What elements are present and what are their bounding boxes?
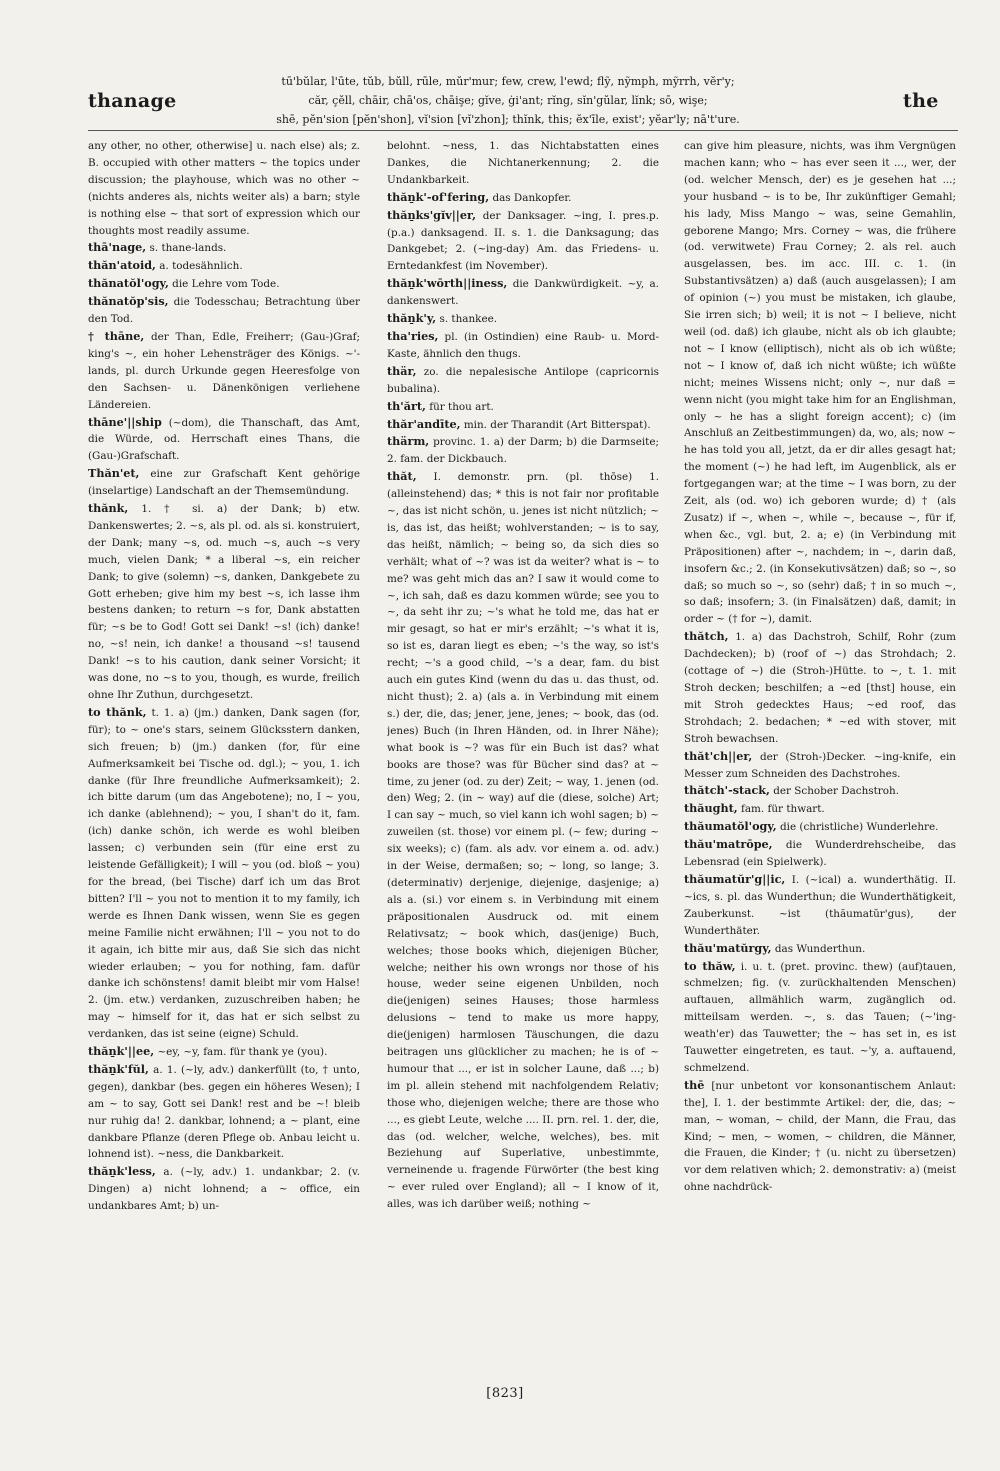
- dictionary-entry: [88, 465, 360, 500]
- dictionary-entry: [387, 433, 659, 468]
- headword: thăught,: [684, 801, 738, 816]
- dictionary-entry: [88, 414, 360, 466]
- text-column-3: [684, 138, 956, 1378]
- dictionary-entry: [387, 275, 659, 310]
- entry-text: für thou art.: [425, 400, 494, 413]
- text-column-2: [387, 138, 659, 1378]
- dictionary-entry: [387, 189, 659, 207]
- headword: thăumatŭr'g||ic,: [684, 871, 786, 886]
- headword: to thăw,: [684, 958, 736, 973]
- entry-continuation: [684, 138, 956, 628]
- headword: thăumatŏl'ogy,: [684, 819, 777, 834]
- dictionary-entry: [88, 500, 360, 704]
- entry-text: die Lehre vom Tode.: [168, 278, 280, 291]
- headword: thär,: [387, 363, 417, 378]
- entry-text: I. demonstr. prn. (pl. thōse) 1. (alleinstehend) das; * this is not fair nor profitable ~, das ist nicht schön, u. jenes ist nicht nützlich; ~ is, das ist, das heißt; wohlverstanden; ~ is to say, das heißt, nämlich; ~ being so, da sich dies so verhält; what of ~? was ist da weiter? what is ~ to me? was geht mich das an? I saw it would come to ~, ich sah, daß es dazu kommen würde; see you to ~, da seht ihr zu; ~'s what he told me, das hat er mir gesagt, so hat er mir's erzählt; ~'s what it is, so ist es, daran liegt es eben; ~'s the way, so ist's recht; ~'s a good child, ~'s a dear, fam. du bist auch ein gutes Kind (wenn du das u. das thust, od. nicht thust); 2. a) (als a. in Verbindung mit einem s.) der, die, das; jener, jene, jenes; ~ book, das (od. jenes) Buch (in Ihren Händen, od. in Ihrer Nähe); what book is ~? was für ein Buch ist das? what books are those? was für Bücher sind das? at ~ time, zu jener (od. zu der) Zeit; ~ way, 1. jenen (od. den) Weg; 2. (in ~ way) auf die (diese, solche) Art; I can say ~ much, so viel kann ich wohl sagen; b) ~ zuweilen (st. those) vor einem pl. (~ few; during ~ six weeks); c) (fam. als adv. vor einem a. od. adv.) in der Weise, dermaßen; so; ~ long, so lange; 3. (determinativ) derjenige, diejenige, dasjenige; a) als a. (si.) vor einem s. in Verbindung mit einem präpositionalen Ausdruck od. mit einem Relativsatz; ~ book which, das(jenige) Buch, welches; those books which, diejenigen Bücher, welche; neither his own wrongs nor those of his house, weder seine eigenen Unbilden, noch die(jenigen) seines Hauses; those harmless delusions ~ tend to make us more happy, die(jenigen) harmlosen Täuschungen, die dazu beitragen uns glücklicher zu machen; he is of ~ humour that ..., er ist in solcher Laune, daß ...; b) im pl. allein stehend mit nachfolgendem Relativ; those who, diejenigen welche; there are those who ..., es giebt Leute, welche .... II. prn. rel. 1. der, die, das (od. welcher, welche, welches), bes. mit Beziehung auf Superlative, unbestimmte, verneinende u. fragende Fürwörter (the best king ~ ever ruled over England); all ~ I know of it, alles, was ich darüber weiß; nothing ~: [387, 471, 659, 1211]
- entry-text: eine zur Grafschaft Kent gehörige (inselartige) Landschaft an der Themsemündung.: [88, 468, 360, 498]
- headword: † thāne,: [88, 328, 145, 343]
- headword: thăṉks'gĭv||er,: [387, 207, 476, 222]
- entry-text: fam. für thwart.: [737, 803, 825, 816]
- entry-text: t. 1. a) (jm.) danken, Dank sagen (for, für); to ~ one's stars, seinem Glücksstern danken, sich freuen; b) (jm.) danken (for, für eine Aufmerksamkeit bei Tische od. dgl.); ~ you, 1. ich danke (für Ihre freundliche Aufmerksamkeit); 2. ich bitte darum (um das Angebotene); no, I ~ you, ich danke (ablehnend); ~ you, I shan't do it, fam. (ich) danke schön, ich werde es wohl bleiben lassen; c) verbunden sein (für eine erst zu leistende Gefälligkeit); I will ~ you (od. bloß ~ you) for the bread, (bei Tische) darf ich um das Brot bitten? I'll ~ you not to mention it to my family, ich werde es Ihnen Dank wissen, wenn Sie es gegen meine Familie nicht erwähnen; I'll ~ you not to do it again, ich bitte mir aus, daß Sie sich das nicht wieder erlauben; ~ you for nothing, fam. dafür danke ich schönstens! damit bleibt mir vom Halse! 2. (jm. etw.) verdanken, zuzuschreiben haben; he may ~ himself for it, das hat er sich selbst zu verdanken, das ist seine (eigne) Schuld.: [88, 706, 360, 1041]
- headword: thāne'||ship: [88, 414, 162, 429]
- dictionary-entry: [387, 207, 659, 276]
- entry-text: der Schober Dachstroh.: [769, 785, 899, 798]
- dictionary-entry: [684, 871, 956, 940]
- dictionary-entry: [684, 1077, 956, 1196]
- headword: thău'matrōpe,: [684, 837, 773, 852]
- entry-text: der Danksager. ~ing, I. pres.p. (p.a.) danksagend. II. s. 1. die Danksagung; das Dankgebet; 2. (~ing-day) Am. das Friedens- u. Erntedankfest (im November).: [387, 209, 659, 273]
- entry-text: 1. a) das Dachstroh, Schilf, Rohr (zum Dachdecken); b) (roof of ~) das Strohdach; 2. (cottage of ~) die (Stroh-)Hütte. to ~, t. 1. mit Stroh decken; beschilfen; a ~ed [thst] house, ein mit Stroh gedecktes Haus; ~ed roof, das Strohdach; 2. bedachen; * ~ed with stover, mit Stroh bewachsen.: [684, 631, 956, 745]
- entry-text: min. der Tharandit (Art Bitterspat).: [460, 418, 651, 431]
- headword: thăn'atoid,: [88, 258, 156, 273]
- dictionary-entry: [684, 800, 956, 818]
- dictionary-entry: [684, 836, 956, 871]
- headword: thăt'ch||er,: [684, 748, 753, 763]
- dictionary-entry: [387, 416, 659, 434]
- headword: thärm,: [387, 434, 430, 449]
- entry-text: das Wunderthun.: [771, 942, 866, 955]
- headword: thănatŏp'sis,: [88, 294, 169, 309]
- headword: thătch'-stack,: [684, 783, 770, 798]
- dictionary-entry: [88, 704, 360, 1043]
- headword: thăṉk'||ee,: [88, 1044, 155, 1059]
- entry-text: (~dom), die Thanschaft, das Amt, die Würde, od. Herrschaft eines Thans, die (Gau-)Grafschaft.: [88, 416, 360, 463]
- entry-text: belohnt. ~ness, 1. das Nichtabstatten eines Dankes, die Nichtanerkennung; 2. die Undankbarkeit.: [387, 140, 659, 186]
- dictionary-entry: [684, 940, 956, 958]
- pronunciation-key: [228, 72, 788, 129]
- entry-text: provinc. 1. a) der Darm; b) die Darmseite; 2. fam. der Dickbauch.: [387, 436, 659, 466]
- entry-text: s. thane-lands.: [146, 242, 227, 255]
- pronunciation-key-line: căr, çĕll, chāir, chā'os, chāişe; gĭve, ġi'ant; rĭng, sĭn'gŭlar, lĭnk; sō, wişe;: [308, 94, 708, 107]
- headword: thăṉk'y,: [387, 311, 437, 326]
- entry-text: der (Stroh-)Decker. ~ing-knife, ein Messer zum Schneiden des Dachstrohes.: [684, 750, 956, 780]
- dictionary-entry: [88, 1163, 360, 1215]
- headword: to thănk,: [88, 704, 147, 719]
- headword: thănatŏl'ogy,: [88, 276, 169, 291]
- dictionary-entry: [88, 257, 360, 275]
- entry-text: pl. (in Ostindien) eine Raub- u. Mord-Kaste, ähnlich den thugs.: [387, 330, 659, 360]
- entry-text: can give him pleasure, nichts, was ihm Vergnügen machen kann; who ~ has ever seen it ..., wer, der (od. welcher Mensch, der) es je gesehen hat ...; your husband ~ is to be, Ihr zukünftiger Gemahl; his lady, Miss Mango ~ was, seine Gemahlin, geborene Mango; Mrs. Corney ~ was, die frühere (od. verwitwete) Frau Corney; 2. als rel. auch ausgelassen, bes. im acc. III. c. 1. (in Substantivsätzen) a) daß (auch ausgelassen); I am of opinion (~) you must be mistaken, ich glaube, Sie irren sich; b) weil; it is not ~ I believe, nicht weil (od. daß) ich glaube, nicht als ob ich glaubte; not ~ I know (elliptisch), nicht als ob ich wüßte; not ~ I know of, daß ich nicht wüßte; ich wüßte nicht; meines Wissens nicht; only ~, nur daß = wenn nicht (you might take him for an Englishman, only ~ he has a slight foreign accent); c) (im Anschluß an Zeitbestimmungen) da, wo, als; now ~ he has told you all, jetzt, da er dir alles gesagt hat; the moment (~) he had left, im Augenblick, als er fortgegangen war; at the time ~ I was born, zu der Zeit, als (od. wo) ich geboren wurde; d) † (als Zusatz) if ~, when ~, while ~, because ~, für if, when &c., vgl. but, 2. a; e) (in Verbindung mit Präpositionen) after ~, nachdem; in ~, darin daß, insofern &c.; 2. (in Konsekutivsätzen) daß; so ~, so daß; so much so ~, so (sehr) daß; † in so much ~, so daß; insofern; 3. (in Finalsätzen) daß, damit; in order ~ († for ~), damit.: [684, 140, 956, 626]
- entry-text: s. thankee.: [436, 313, 498, 326]
- entry-text: die Dankwürdigkeit. ~y, a. dankenswert.: [387, 278, 659, 308]
- headword: thătch,: [684, 629, 729, 644]
- entry-text: I. (~ical) a. wunderthätig. II. ~ics, s. pl. das Wunderthun; die Wunderthätigkeit, Zauberkunst. ~ist (thăumatŭr'gus), der Wunderthäter.: [684, 873, 956, 937]
- dictionary-entry: [387, 363, 659, 398]
- dictionary-entry: [684, 818, 956, 836]
- entry-text: zo. die nepalesische Antilope (capricornis bubalina).: [387, 365, 659, 395]
- header-rule: [88, 130, 958, 131]
- headword: Thăn'et,: [88, 466, 140, 481]
- headword: thăt,: [387, 469, 417, 484]
- entry-text: der Than, Edle, Freiherr; (Gau-)Graf; king's ~, ein hoher Lehensträger des Königs. ~'-lands, pl. durch Urkunde gegen Heeresfolge von den Sachsen- u. Dänenkönigen verliehene Ländereien.: [88, 330, 360, 411]
- entry-text: das Dankopfer.: [489, 191, 572, 204]
- dictionary-entry: [387, 328, 659, 363]
- headword: thău'matŭrgy,: [684, 940, 772, 955]
- headword: thăr'andīte,: [387, 416, 461, 431]
- dictionary-entry: [684, 958, 956, 1077]
- text-column-1: [88, 138, 360, 1378]
- dictionary-entry: [88, 1043, 360, 1061]
- running-head-left: thanage: [88, 90, 177, 112]
- running-head-right: the: [903, 90, 939, 112]
- entry-text: die (christliche) Wunderlehre.: [776, 821, 939, 834]
- dictionary-entry: [684, 748, 956, 783]
- headword: tha'ries,: [387, 328, 439, 343]
- dictionary-entry: [88, 293, 360, 328]
- headword: thăṉk'-of'fering,: [387, 189, 490, 204]
- entry-text: die Todesschau; Betrachtung über den Tod.: [88, 296, 360, 326]
- entry-text: die Wunderdrehscheibe, das Lebensrad (ein Spielwerk).: [684, 839, 956, 869]
- dictionary-entry: [387, 398, 659, 416]
- pronunciation-key-line: tū'bŭlar, l'ūte, tŭb, bŭll, rūle, mŭr'mur; few, crew, l'ewd; flỹ, nỹmph, mỹrrh, vĕr'y;: [281, 75, 735, 88]
- headword: thănk,: [88, 501, 129, 516]
- dictionary-entry: [88, 328, 360, 414]
- entry-text: a. todesähnlich.: [155, 260, 243, 273]
- headword: thā'nage,: [88, 240, 147, 255]
- dictionary-entry: [88, 1061, 360, 1163]
- entry-text: [nur unbetont vor konsonantischem Anlaut: the], I. 1. der bestimmte Artikel: der, die, das; ~ man, ~ woman, ~ child, der Mann, die Frau, das Kind; ~ men, ~ women, ~ children, die Männer, die Frauen, die Kinder; † (u. nicht zu übersetzen) vor dem relativen which; 2. demonstrativ: a) (meist ohne nachdrück-: [684, 1079, 956, 1194]
- headword: thăṉk'less,: [88, 1164, 156, 1179]
- headword: thăṉk'wōrth||iness,: [387, 276, 508, 291]
- headword: th'ărt,: [387, 398, 426, 413]
- pronunciation-key-line: shē, pĕn'sion [pĕn'shon], vĭ'sion [vĭ'zhon]; thĭnk, this; ĕx'īle, exist'; yĕar'ly; nā't'ure.: [276, 113, 740, 126]
- dictionary-entry: [387, 310, 659, 328]
- entry-text: a. 1. (~ly, adv.) dankerfüllt (to, † unto, gegen), dankbar (bes. gegen ein höheres Wesen); I am ~ to say, Gott sei Dank! rest and be ~! bleib nur ruhig da! 2. dankbar, lohnend; a ~ plant, eine dankbare Pflanze (deren Pflege ob. Anbau leicht u. lohnend ist). ~ness, die Dankbarkeit.: [88, 1063, 360, 1161]
- headword: thăṉk'fŭl,: [88, 1061, 149, 1076]
- entry-continuation: [387, 138, 659, 189]
- dictionary-entry: [684, 782, 956, 800]
- entry-text: any other, no other, otherwise] u. nach else) als; z. B. occupied with other matters ~ the topics under discussion; the playhouse, which was no other ~ (nichts anderes als, nichts weiter als) a barn; style is nothing else ~ that sort of expression which our thoughts most readily assume.: [88, 140, 360, 237]
- dictionary-entry: [387, 468, 659, 1213]
- dictionary-entry: [88, 239, 360, 257]
- entry-text: i. u. t. (pret. provinc. thew) (auf)tauen, schmelzen; fig. (v. zurückhaltenden Menschen) auftauen, allmählich warm, zugänglich od. mitteilsam werden. ~, s. das Tauen; (~'ing-weath'er) das Tauwetter; the ~ has set in, es ist Tauwetter eingetreten, es taut. ~'y, a. auftauend, schmelzend.: [684, 960, 956, 1074]
- dictionary-entry: [88, 275, 360, 293]
- entry-text: ~ey, ~y, fam. für thank ye (you).: [154, 1046, 328, 1059]
- entry-text: a. (~ly, adv.) 1. undankbar; 2. (v. Dingen) a) nicht lohnend; a ~ office, ein undankbares Amt; b) un-: [88, 1166, 360, 1213]
- dictionary-entry: [684, 628, 956, 747]
- entry-text: 1. † si. a) der Dank; b) etw. Dankenswertes; 2. ~s, als pl. od. als si. konstruiert, der Dank; many ~s, od. much ~s, auch ~s very much, vielen Dank; * a liberal ~s, ein reicher Dank; to give (solemn) ~s, danken, Dankgebete zu Gott erheben; give him my best ~s, ich lasse ihm bestens danken; to return ~s for, Dank abstatten für; ~s be to God! Gott sei Dank! ~s! (ich) danke! no, ~s! nein, ich danke! a thousand ~s! tausend Dank! ~s to his caution, dank seiner Vorsicht; it was done, no ~s to you, though, es wurde, freilich ohne Ihr Zuthun, durchgesetzt.: [88, 503, 360, 701]
- headword: thē: [684, 1077, 705, 1092]
- entry-continuation: [88, 138, 360, 239]
- page-number: [823]: [486, 1386, 524, 1401]
